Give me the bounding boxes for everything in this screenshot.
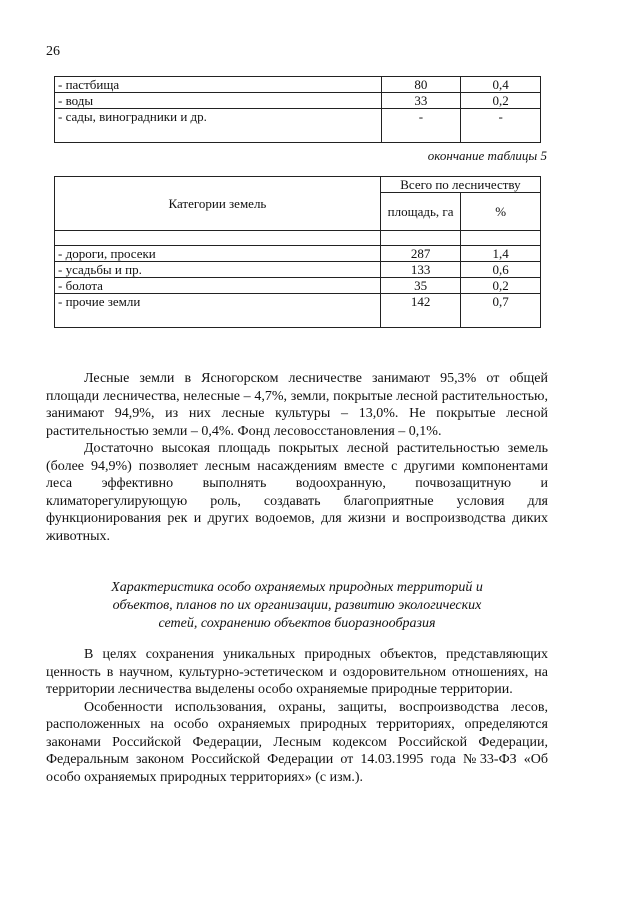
- section-heading: [46, 579, 548, 633]
- percent-cell: 0,2: [461, 93, 541, 109]
- percent-cell: 0,4: [461, 77, 541, 93]
- table-row: [55, 278, 541, 294]
- header-category: Категории земель: [55, 177, 381, 231]
- paragraph: Достаточно высокая площадь покрытых лесной растительностью земель (более 94,9%) позволяет лесным насаждениям вместе с другими компонентами леса эффективно выполнять водоохранную, почвозащитную и климаторегулирующую роль, создавать благоприятные условия для функционирования рек и других водоемов, для жизни и воспроизводства диких животных.: [46, 441, 548, 544]
- header-forestry-total: Всего по лесничеству: [380, 177, 540, 193]
- table-row: [55, 262, 541, 278]
- category-cell: - прочие земли: [55, 294, 381, 328]
- category-cell: - усадьбы и пр.: [55, 262, 381, 278]
- percent-cell: 0,2: [461, 278, 541, 294]
- heading-line: Характеристика особо охраняемых природных территорий и: [111, 580, 483, 595]
- page-number: 26: [46, 44, 60, 59]
- percent-cell: -: [461, 109, 541, 143]
- table-row: [55, 294, 541, 328]
- percent-cell: 0,6: [461, 262, 541, 278]
- percent-cell: 0,7: [461, 294, 541, 328]
- paragraph: Лесные земли в Ясногорском лесничестве занимают 95,3% от общей площади лесничества, нелесные – 4,7%, земли, покрытые лесной растительностью, занимают 94,9%, из них лесные культуры – 13,0%. Не покрытые лесной растительностью земли – 0,4%. Фонд лесовосстановления – 0,1%.: [46, 371, 548, 439]
- table-continuation-label: окончание таблицы 5: [427, 148, 547, 163]
- table-row: [55, 109, 541, 143]
- paragraph: В целях сохранения уникальных природных объектов, представляющих ценность в научном, культурно-эстетическом и оздоровительном отношениях, на территории лесничества выделены особо охраняемые природные территории.: [46, 647, 548, 697]
- area-cell: -: [381, 109, 461, 143]
- area-cell: 133: [380, 262, 460, 278]
- area-cell: 33: [381, 93, 461, 109]
- heading-line: сетей, сохранению объектов биоразнообразия: [158, 616, 436, 631]
- header-percent: %: [461, 193, 541, 231]
- category-cell: - пастбища: [55, 77, 382, 93]
- table-row: [55, 93, 541, 109]
- area-cell: 287: [380, 246, 460, 262]
- area-cell: 142: [380, 294, 460, 328]
- protected-areas-text: [46, 646, 548, 786]
- category-cell: - сады, виноградники и др.: [55, 109, 382, 143]
- land-table-continued: [54, 76, 541, 143]
- area-cell: 80: [381, 77, 461, 93]
- table-row: [55, 246, 541, 262]
- table-row: [55, 77, 541, 93]
- paragraph: Особенности использования, охраны, защиты, воспроизводства лесов, расположенных на особо охраняемых природных территориях, определяются законами Российской Федерации, Лесным кодексом Российской Федерации, Федеральным законом Российской Федерации от 14.03.1995 года №33-ФЗ «Об особо охраняемых природных территориях» (с изм.).: [46, 699, 548, 785]
- header-area: площадь, га: [380, 193, 460, 231]
- land-categories-table: [54, 176, 541, 328]
- category-cell: - болота: [55, 278, 381, 294]
- category-cell: - дороги, просеки: [55, 246, 381, 262]
- table-row: [55, 231, 541, 246]
- heading-line: объектов, планов по их организации, развитию экологических: [112, 598, 482, 613]
- area-cell: 35: [380, 278, 460, 294]
- forest-lands-text: [46, 370, 548, 545]
- table-header-row: [55, 177, 541, 193]
- percent-cell: 1,4: [461, 246, 541, 262]
- category-cell: - воды: [55, 93, 382, 109]
